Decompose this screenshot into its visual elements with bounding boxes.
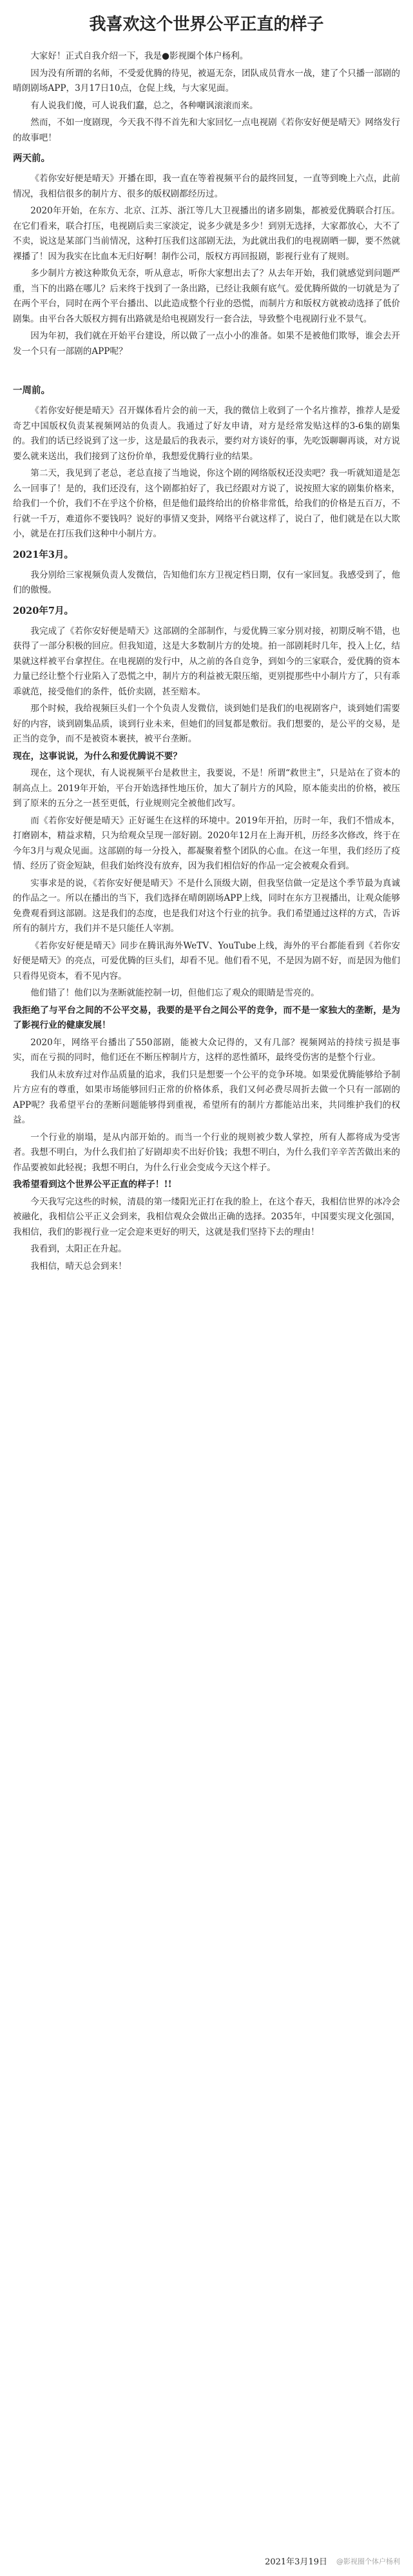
paragraph: 现在，这个现状，有人说视频平台是救世主，我要说，不是！所谓“救世主”，只是站在了资本的制高点上。2019年开始，平台开始选择性地压价，加大了制片方的风险，原本能卖出的价格，被压到了原来的五分之一甚至更低，行业规则完全被他们改写。 <box>13 768 400 809</box>
paragraph: 我相信，晴天总会到来！ <box>30 1261 127 1272</box>
paragraph: 有人说我们傻，可人说我们蠢，总之，各种嘲讽滚滚而来。 <box>30 100 258 111</box>
paragraph: 而《若你安好便是晴天》正好诞生在这样的环境中。2019年开拍，历时一年，我们不惜成本，打磨剧本，精益求精，只为给观众呈现一部好剧。2020年12月在上海开机，历经多次修改，终于在今年3月与观众见面。这部剧的每一分投入，都凝聚着整个团队的心血。在这一年里，我们经历了疫情、经历了资金短缺，但我们始终没有放弃，因为我们相信好的作品一定会被观众看到。 <box>13 815 400 871</box>
paragraph: 《若你安好便是晴天》开播在即，我一直在等着视频平台的最终回复，一直等到晚上六点，此前情况，我相信很多的制片方、很多的版权剧都经历过。 <box>13 173 400 199</box>
paragraph: 我分别给三家视频负责人发微信，告知他们东方卫视定档日期，仅有一家回复。我感受到了，他们的傲慢。 <box>13 569 400 595</box>
paragraph: 第二天，我见到了老总，老总直接了当地说，你这个剧的网络版权还没卖吧？我一听就知道是怎么一回事了！是的，我们还没有，这个剧都拍好了，我已经跟对方说了，说按照大家的剧集价格来，给我们一个价，我们不在乎这个价格，但是他们最终给出的价格非常低，给我们的价格是五百万，不行就一千万，难道你不要钱吗？说好的事情又变卦，网络平台就这样了，说白了，他们就是在以大欺小，就是在打压我们这种中小制片方。 <box>13 468 400 539</box>
paragraph: 我看到，太阳正在升起。 <box>30 1244 127 1254</box>
paragraph: 因为年初，我们就在开始平台建设，所以做了一点小小的准备。如果不是被他们欺辱，谁会去开发一个只有一部剧的APP呢？ <box>13 331 400 357</box>
paragraph: 一个行业的崩塌，是从内部开始的。而当一个行业的规则被少数人掌控，所有人都将成为受害者。我想不明白，为什么我们拍了好剧却卖不出好价钱；我想不明白，为什么我们辛辛苦苦做出来的作品要被如此轻视；我想不明白，为什么行业会变成今天这个样子。 <box>13 1132 400 1173</box>
section-heading: 现在，这事说说，为什么和爱优腾说不要？ <box>13 751 182 762</box>
paragraph: 实事求是的说，《若你安好便是晴天》不是什么顶级大剧，但我坚信做一定是这个季节最为真诚的作品之一。所以在播出的当下，我们选择在晴朗剧场APP上线，同时在东方卫视播出，让观众能够免费观看到这部剧。这是我们的态度，也是我们对这个行业的抗争。我们希望通过这样的方式，告诉所有的制片方，我们并不是只能任人宰割。 <box>13 878 400 934</box>
paragraph: 他们错了！他们以为垄断就能控制一切，但他们忘了观众的眼睛是雪亮的。 <box>30 988 320 998</box>
paragraph: 多少制片方被这种欺负无奈，听从意志，听你大家想出去了？从去年开始，我们就感觉到问题严重，当下的出路在哪儿？后来终于找到了一条出路，已经让我颇有底气。爱优腾所做的一切就是为了在两个平台，同时在两个平台播出、以此造成整个行业的恐慌，而制片方和版权方就被动选择了低价剧集。由平台各大版权方拥有出路就是给电视剧发行一套合法，导致整个电视剧行业不景气。 <box>13 268 400 324</box>
bold-statement: 我拒绝了与平台之间的不公平交易，我要的是平台之间公平的竞争，而不是一家独大的垄断，是为了影视行业的健康发展！ <box>13 1005 400 1030</box>
paragraph: 《若你安好便是晴天》同步在腾讯海外WeTV、YouTube上线，海外的平台都能看到《若你安好便是晴天》的亮点，可爱优腾的巨头们，却看不见。他们看不见，不是因为剧不好，而是因为他们只看得见资本，看不见内容。 <box>13 940 400 981</box>
watermark: @影视圈个体户杨利 <box>336 2557 400 2566</box>
section-heading: 两天前。 <box>13 153 50 164</box>
paragraph: 因为没有所谓的名师，不受爱优腾的待见，被逼无奈，团队成员背水一战，建了个只播一部剧的晴朗剧场APP，3月17日10点，仓促上线，与大家见面。 <box>13 68 400 93</box>
paragraph: 我完成了《若你安好便是晴天》这部剧的全部制作，与爱优腾三家分别对接，初期反响不错，也获得了一部分积极的回应。但我知道，这是大多数制片方的处境。拍一部剧耗时几年，投入上亿，结果就这样被平台拿捏住。在电视剧的发行中，从之前的各自竞争，到如今的三家联合，爱优腾的资本力量已经让整个行业陷入了恐慌之中，制片方的利益被无限压缩，更别提那些中小制片方了，只有乖乖就范，接受他们的条件，低价卖剧，甚至赔本。 <box>13 625 400 697</box>
footer-date: 2021年3月19日 <box>265 2557 327 2567</box>
footer <box>265 2555 400 2567</box>
spacer <box>13 361 400 378</box>
section-heading: 2020年7月。 <box>13 605 73 616</box>
paragraph: 2020年，网络平台播出了550部剧，能被大众记得的，又有几部？视频网站的持续亏损是事实，而在亏损的同时，他们还在不断压榨制片方，这样的恶性循环，最终受伤害的是整个行业。 <box>13 1037 400 1063</box>
bold-statement: 我希望看到这个世界公平正直的样子！!! <box>13 1179 172 1190</box>
paragraph: 大家好！正式自我介绍一下，我是●影视圈个体户杨利。 <box>30 51 249 61</box>
paragraph: 今天我写完这些的时候，清晨的第一缕阳光正打在我的脸上，在这个春天，我相信世界的冰冷会被融化，我相信公平正义会到来，我相信观众会做出正确的选择。2035年，中国要实现文化强国，我相信，我们的影视行业一定会迎来更好的明天，这就是我们坚持下去的理由！ <box>13 1196 400 1237</box>
paragraph: 那个时候，我给视频巨头们一个个负责人发微信，谈到她们是我们的电视剧客户，谈到她们需要好的内容，谈到剧集品质，谈到行业未来，但她们的回复都是敷衍。我们想要的，是公平的交易，是正当的竞争，而不是被资本裹挟，被平台垄断。 <box>13 703 400 744</box>
article-title: 我喜欢这个世界公平正直的样子 <box>89 15 324 34</box>
section-heading: 一周前。 <box>13 385 50 396</box>
paragraph: 然而，不如一度剧现，今天我不得不首先和大家回忆一点电视剧《若你安好便是晴天》网络发行的故事吧！ <box>13 117 400 143</box>
section-heading: 2021年3月。 <box>13 549 73 560</box>
paragraph: 2020年开始，在东方、北京、江苏、浙江等几大卫视播出的诸多剧集，都被爱优腾联合打压。在它们看来，联合打压，电视剧后卖三家淡定，说多少就是多少！到别无选择，大家都放心，大不了不卖，说这是某部门当前情况，这种打压我们这部剧无法，为此就出我们的电视剧晒一脚，要不然就裸播了！因为我实在比血本无归好啊！制作公司，版权方再回报剧，影视行业有了规则。 <box>13 206 400 262</box>
paragraph: 我们从未放弃过对作品质量的追求，我们只是想要一个公平的竞争环境。如果爱优腾能够给予制片方应有的尊重，如果市场能够回归正常的价格体系，我们又何必费尽周折去做一个只有一部剧的APP呢？我希望平台的垄断问题能够得到重视，希望所有的制片方都能站出来，共同维护我们的权益。 <box>13 1069 400 1125</box>
paragraph: 《若你安好便是晴天》召开媒体看片会的前一天，我的微信上收到了一个名片推荐，推荐人是爱奇艺中国版权负责某视频网站的负责人。我通过了好友申请，对方是经常发贴这样的3-6集的剧集的。我们的话已经说到了这一步，这是最后的我表示，要约对方谈好的事，先吃饭聊聊再谈，对方说要么就来送出，我们接到了这份价单，我想爱优腾行业的结果。 <box>13 406 400 462</box>
